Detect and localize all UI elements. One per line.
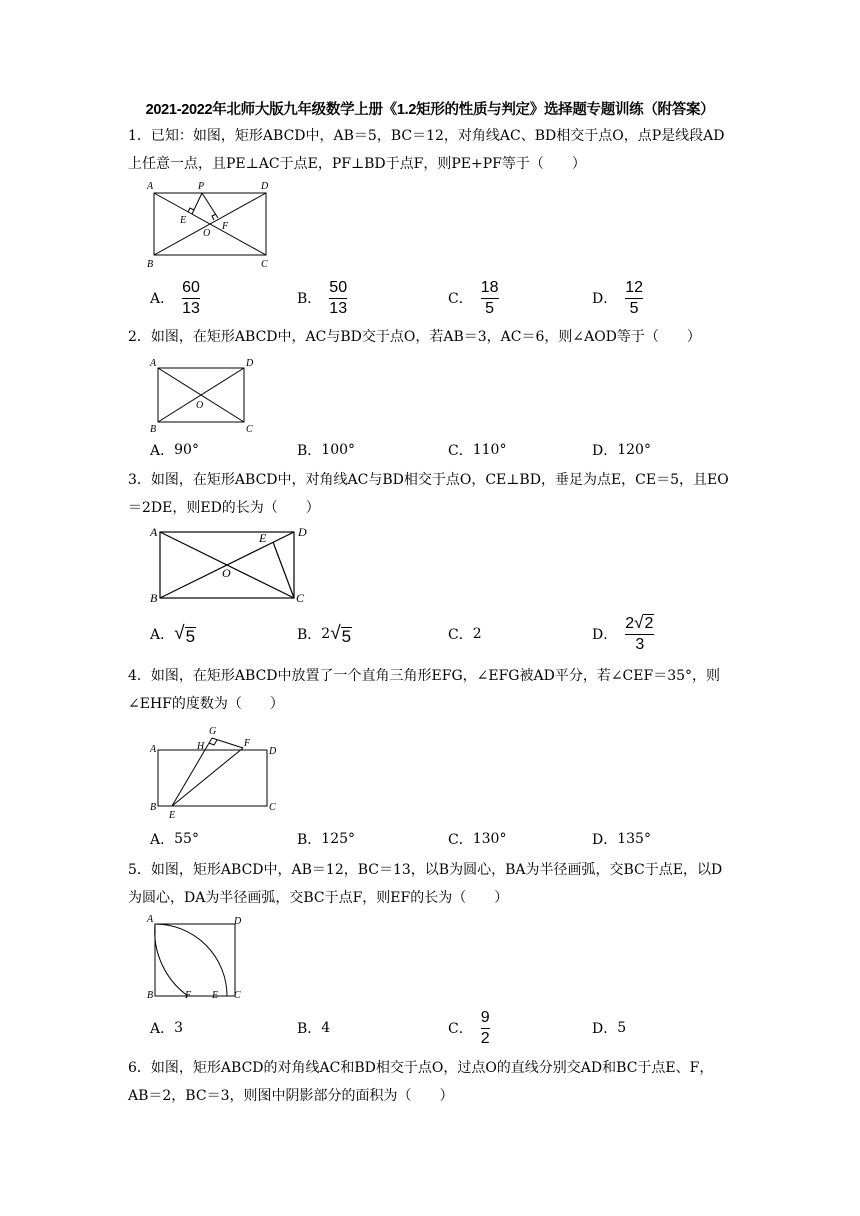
sqrt: √ 5 [330,623,352,646]
fraction: 2 √ 2 3 [625,613,654,653]
label-D: D [246,358,254,369]
question-3 [128,466,732,522]
figure-q4 [142,724,292,822]
option-b[interactable]: B． 100° [297,442,356,459]
question-1 [128,122,732,178]
question-2 [128,323,732,351]
options-q3 [150,612,740,656]
option-b[interactable]: B． 2 √ 5 [297,623,352,646]
question-number: 3． [128,472,151,488]
question-text: 如图，矩形ABCD中，AB＝12，BC＝13，以B为圆心，BA为半径画弧，交BC于点E，以D为圆心，DA为半径画弧，交BC于点F，则EF的长为（ ） [128,862,723,906]
option-a[interactable]: A． 90° [150,442,199,459]
option-c[interactable]: C． 2 [448,626,482,643]
option-c[interactable]: C． 130° [448,831,507,848]
label-G: G [209,726,217,737]
option-d[interactable]: D． $\frac{12}{5}$ [592,278,644,317]
label-D: D [261,181,269,192]
label-B: B [150,591,158,605]
label-C: C [261,259,268,270]
option-d[interactable]: D． 120° [592,442,651,459]
question-text: 如图，在矩形ABCD中，对角线AC与BD相交于点O，CE⊥BD，垂足为点E，CE＝5，且EO＝2DE，则ED的长为（ ） [128,472,729,516]
label-O: O [222,566,231,580]
label-B: B [150,802,157,813]
label-E: E [212,990,219,1001]
figure-q5 [142,912,252,1004]
option-c[interactable]: C． $\frac{18}{5}$ [448,278,499,317]
option-d[interactable]: D． 135° [592,831,651,848]
label-H: H [197,741,205,752]
label-F: F [222,221,229,232]
fraction: $\frac{12}{5}$ [625,278,644,317]
label-A: A [147,914,154,925]
option-d[interactable]: D． 5 [592,1020,627,1037]
fraction: $\frac{50}{13}$ [329,278,348,317]
options-q5 [150,1006,740,1050]
label-P: P [198,181,205,192]
option-a[interactable]: A． 3 [150,1020,184,1037]
option-a[interactable]: A． 55° [150,831,199,848]
option-d[interactable]: D． 2 √ 2 3 [592,613,654,653]
question-5 [128,856,732,912]
question-4 [128,662,732,718]
option-a[interactable]: A． √ 5 [150,623,196,646]
question-number: 1． [128,128,151,144]
figure-q1 [142,178,282,273]
question-text: 已知：如图，矩形ABCD中，AB＝5，BC＝12，对角线AC、BD相交于点O，点P是线段AD上任意一点，且PE⊥AC于点E，PF⊥BD于点F，则PE+PF等于（ ） [128,128,725,172]
option-c[interactable]: C． 110° [448,442,507,459]
label-B: B [150,424,157,435]
label-C: C [296,591,305,605]
fraction: $\frac{9}{2}$ [480,1008,490,1047]
label-F: F [185,990,192,1001]
question-number: 4． [128,668,151,684]
question-6 [128,1054,732,1110]
options-q4 [150,817,740,861]
label-B: B [147,259,154,270]
option-c[interactable]: C． $\frac{9}{2}$ [448,1008,490,1047]
sqrt: √ 5 [174,623,196,646]
label-E: E [259,531,267,545]
label-E: E [180,215,187,226]
options-q1 [150,276,740,320]
question-text: 如图，矩形ABCD的对角线AC和BD相交于点O，过点O的直线分别交AD和BC于点E、F，AB＝2，BC＝3，则图中阴影部分的面积为（ ） [128,1060,714,1104]
question-number: 6． [128,1060,151,1076]
label-O: O [203,228,211,239]
label-E: E [169,810,176,821]
figure-q2 [142,356,262,436]
label-F: F [244,738,251,749]
option-a[interactable]: A． $\frac{60}{13}$ [150,278,200,317]
label-D: D [298,525,307,539]
label-C: C [246,424,253,435]
label-A: A [150,744,157,755]
question-number: 5． [128,862,151,878]
fraction: $\frac{18}{5}$ [480,278,499,317]
page-title: 2021-2022年北师大版九年级数学上册《1.2矩形的性质与判定》选择题专题训练（附答案） [145,102,715,118]
label-C: C [269,802,276,813]
figure-q3 [142,522,317,610]
question-text: 如图，在矩形ABCD中放置了一个直角三角形EFG，∠EFG被AD平分，若∠CEF＝35°，则∠EHF的度数为（ ） [128,668,721,712]
fraction: $\frac{60}{13}$ [182,278,200,317]
label-A: A [147,181,154,192]
label-A: A [150,525,158,539]
label-A: A [150,358,157,369]
label-D: D [269,746,277,757]
option-b[interactable]: B． 125° [297,831,356,848]
option-b[interactable]: B． 4 [297,1020,331,1037]
question-number: 2． [128,329,151,345]
question-text: 如图，在矩形ABCD中，AC与BD交于点O，若AB＝3，AC＝6，则∠AOD等于（ ） [150,329,701,345]
label-C: C [234,990,241,1001]
option-b[interactable]: B． $\frac{50}{13}$ [297,278,348,317]
label-B: B [147,990,154,1001]
label-O: O [196,400,204,411]
label-D: D [234,916,242,927]
